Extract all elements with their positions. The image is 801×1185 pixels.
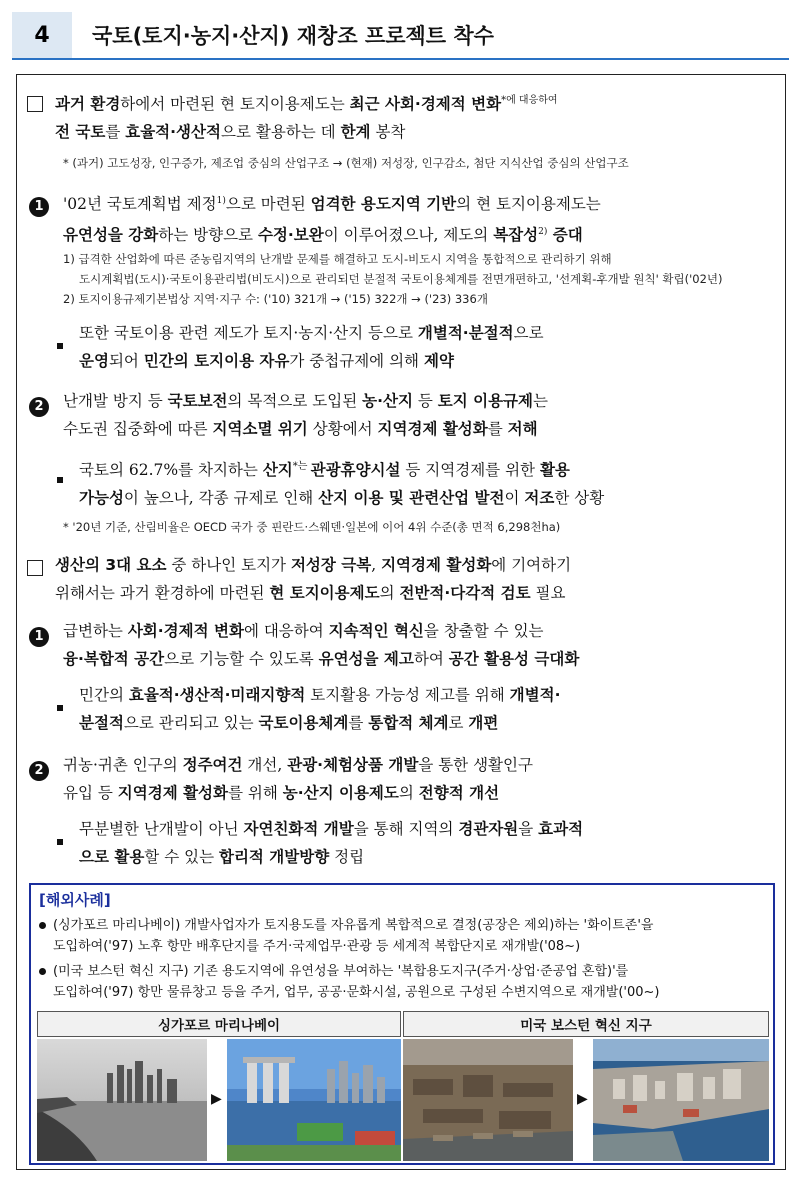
checkbox-square-icon xyxy=(27,96,43,112)
section1-line1: 과거 환경하에서 마련된 현 토지이용제도는 최근 사회·경제적 변화$^{*에 대응하여}$ xyxy=(55,95,558,114)
circle-number-2-icon: 2 xyxy=(29,761,49,781)
point1-bullet xyxy=(57,319,779,375)
circle-number-2-icon: 2 xyxy=(29,397,49,417)
case-item-boston xyxy=(37,961,767,1003)
content-box xyxy=(16,74,786,1170)
point2-bullet-line2: 가능성이 높으나, 각종 규제로 인해 산지 이용 및 관련산업 발전이 저조한 상황 xyxy=(79,489,605,508)
point4-block xyxy=(29,751,779,807)
point3-line2: 융·복합적 공간으로 기능할 수 있도록 유연성을 제고하여 공간 활용성 극대화 xyxy=(63,650,580,668)
point2-line2: 수도권 집중화에 따른 지역소멸 위기 상황에서 지역경제 활성화를 저해 xyxy=(63,420,538,438)
point2-note: * '20년 기준, 산림비율은 OECD 국가 중 핀란드·스웨덴·일본에 이어 4위 수준(총 면적 6,298천ha) xyxy=(63,520,561,534)
case-item-boston-line2: 도입하여('97) 항만 물류창고 등을 주거, 업무, 공공·문화시설, 공원으로 구성된 수변지역으로 재개발('00~) xyxy=(53,985,660,1000)
arrow-right-icon: ▶ xyxy=(577,1091,588,1107)
case-item-singapore-line2: 도입하여('97) 노후 항만 배후단지를 주거·국제업무·관광 등 세계적 복합단지로 재개발('08~) xyxy=(53,939,581,954)
photo-boston-before xyxy=(403,1039,573,1161)
photo-singapore-before xyxy=(37,1039,207,1161)
point4-bullet xyxy=(57,815,779,871)
point3-line1: 급변하는 사회·경제적 변화에 대응하여 지속적인 혁신을 창출할 수 있는 xyxy=(63,622,544,640)
overseas-cases-box xyxy=(29,883,775,1165)
point2-block xyxy=(29,387,779,443)
section2-line2: 위해서는 과거 환경하에 마련된 현 토지이용제도의 전반적·다각적 검토 필요 xyxy=(55,584,566,602)
square-bullet-icon xyxy=(57,705,63,711)
square-bullet-icon xyxy=(57,839,63,845)
point1-line1: '02년 국토계획법 제정$^{1)}$으로 마련된 엄격한 용도지역 기반의 현 토지이용제도는 xyxy=(63,195,601,214)
point1-block xyxy=(29,187,779,249)
point3-bullet-line1: 민간의 효율적·생산적·미래지향적 토지활용 가능성 제고를 위해 개별적· xyxy=(79,686,561,704)
footnote-2: 2) 토지이용규제기본법상 지역·지구 수: ('10) 321개 → ('15) 322개 → ('23) 336개 xyxy=(63,292,488,306)
square-bullet-icon xyxy=(57,477,63,483)
circle-number-1-icon: 1 xyxy=(29,627,49,647)
point4-line1: 귀농·귀촌 인구의 정주여건 개선, 관광·체험상품 개발을 통한 생활인구 xyxy=(63,756,533,774)
bullet-dot-icon xyxy=(39,922,46,929)
point2-bullet-line1: 국토의 62.7%를 차지하는 산지$^{*는}$ 관광휴양시설 등 지역경제를 위한 활용 xyxy=(79,461,570,480)
section2-block xyxy=(27,551,779,607)
case-item-boston-line1: (미국 보스턴 혁신 지구) 기존 용도지역에 유연성을 부여하는 '복합용도지구(주거·상업·준공업 혼합)'를 xyxy=(53,964,629,979)
point1-line2: 유연성을 강화하는 방향으로 수정·보완이 이루어졌으나, 제도의 복잡성$^{2)}$ 증대 xyxy=(63,226,583,245)
point3-bullet xyxy=(57,681,779,737)
point3-bullet-line2: 분절적으로 관리되고 있는 국토이용체계를 통합적 체계로 개편 xyxy=(79,714,499,732)
photo-boston-after xyxy=(593,1039,769,1161)
footnote-1b: 도시계획법(도시)·국토이용관리법(비도시)으로 관리되던 분절적 국토이용체계를 전면개편하고, '선계획-후개발 원칙' 확립('02년) xyxy=(79,272,723,286)
point4-bullet-line2: 으로 활용할 수 있는 합리적 개발방향 정립 xyxy=(79,848,365,866)
section1-line2: 전 국토를 효율적·생산적으로 활용하는 데 한계 봉착 xyxy=(55,123,406,142)
section1-block xyxy=(27,87,779,146)
arrow-right-icon: ▶ xyxy=(211,1091,222,1107)
section-number: 4 xyxy=(12,12,72,60)
section2-line1: 생산의 3대 요소 중 하나인 토지가 저성장 극복, 지역경제 활성화에 기여하기 xyxy=(55,556,572,574)
point2-bullet xyxy=(57,453,779,512)
circle-number-1-icon: 1 xyxy=(29,197,49,217)
point1-bullet-line2: 운영되어 민간의 토지이용 자유가 중첩규제에 의해 제약 xyxy=(79,352,454,370)
point4-bullet-line1: 무분별한 난개발이 아닌 자연친화적 개발을 통해 지역의 경관자원을 효과적 xyxy=(79,820,584,838)
photo-header-singapore: 싱가포르 마리나베이 xyxy=(37,1011,401,1037)
point4-line2: 유입 등 지역경제 활성화를 위해 농·산지 이용제도의 전향적 개선 xyxy=(63,784,500,802)
point3-block xyxy=(29,617,779,673)
point2-line1: 난개발 방지 등 국토보전의 목적으로 도입된 농·산지 등 토지 이용규제는 xyxy=(63,392,548,410)
point1-bullet-line1: 또한 국토이용 관련 제도가 토지·농지·산지 등으로 개별적·분절적으로 xyxy=(79,324,544,342)
checkbox-square-icon xyxy=(27,560,43,576)
cases-title: [해외사례] xyxy=(39,891,111,909)
footnote-1a: 1) 급격한 산업화에 따른 준농림지역의 난개발 문제를 해결하고 도시-비도시 지역을 통합적으로 관리하기 위해 xyxy=(63,252,612,266)
square-bullet-icon xyxy=(57,343,63,349)
section1-note: * (과거) 고도성장, 인구증가, 제조업 중심의 산업구조 → (현재) 저성장, 인구감소, 첨단 지식산업 중심의 산업구조 xyxy=(63,156,629,170)
section-title: 국토(토지·농지·산지) 재창조 프로젝트 착수 xyxy=(72,12,789,60)
photo-header-boston: 미국 보스턴 혁신 지구 xyxy=(403,1011,769,1037)
case-item-singapore xyxy=(37,915,767,957)
section-header xyxy=(12,12,789,60)
case-item-singapore-line1: (싱가포르 마리나베이) 개발사업자가 토지용도를 자유롭게 복합적으로 결정(공장은 제외)하는 '화이트존'을 xyxy=(53,918,654,933)
photo-singapore-after xyxy=(227,1039,401,1161)
bullet-dot-icon xyxy=(39,968,46,975)
